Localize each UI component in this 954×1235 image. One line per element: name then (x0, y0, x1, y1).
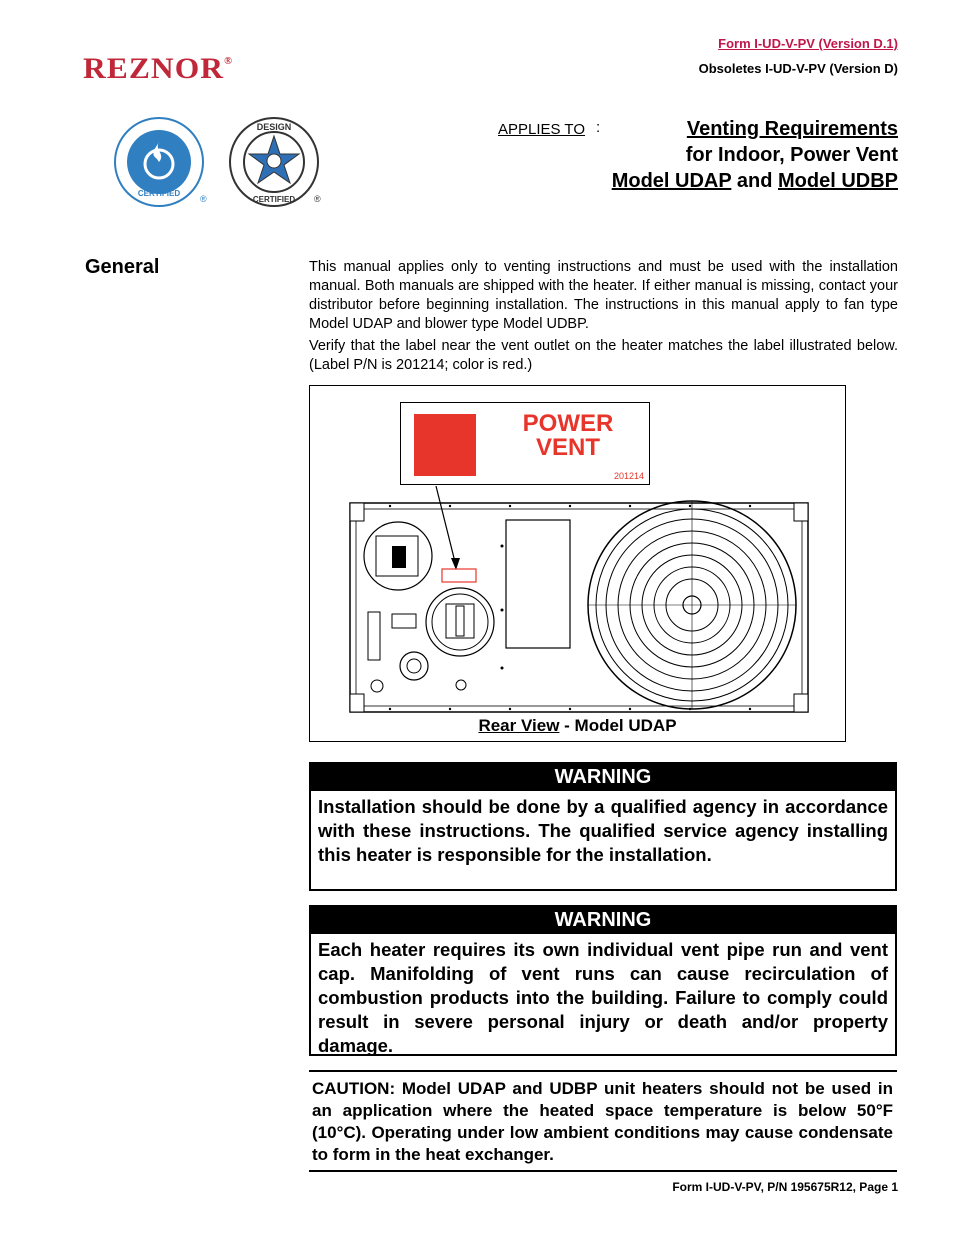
caution-box: CAUTION: Model UDAP and UDBP unit heaters should not be used in an application where the heated space temperature is below 50°F (10°C). Operating under low ambient conditions may cause condensate to form in the heat exchanger. (309, 1070, 897, 1172)
document-title (612, 116, 898, 194)
svg-text:CERTIFIED: CERTIFIED (252, 195, 296, 204)
page-footer: Form I-UD-V-PV, P/N 195675R12, Page 1 (672, 1180, 898, 1194)
rear-view-link[interactable]: Rear View (478, 716, 560, 735)
section-heading-general: General (85, 256, 160, 278)
warning-text: Each heater requires its own individual vent pipe run and vent cap. Manifolding of vent runs can cause recirculation of combustion products into the building. Failure to comply could result in severe personal injury or death and/or property damage. (318, 939, 888, 1056)
warning-box-1 (309, 762, 897, 891)
title-line2: for Indoor, Power Vent (685, 144, 898, 166)
leader-line (436, 486, 456, 566)
svg-text:DESIGN: DESIGN (256, 122, 292, 132)
reznor-logo: REZNOR® (83, 52, 233, 85)
label-part-number: 201214 (614, 471, 645, 481)
csa-certified-icon (114, 116, 210, 212)
svg-text:®: ® (314, 194, 321, 204)
figure-caption: Rear View - Model UDAP (478, 716, 677, 735)
svg-text:®: ® (200, 194, 207, 204)
power-vent-label-text: POWER VENT (522, 410, 614, 461)
title-and: and (731, 170, 778, 192)
applies-to-label: APPLIES TO (498, 121, 585, 138)
applies-to-colon: : (596, 119, 601, 136)
model-udap-link[interactable]: Model UDAP (611, 170, 732, 192)
warning-title: WARNING (311, 764, 895, 791)
access-panel (506, 520, 570, 648)
general-paragraph-1: This manual applies only to venting instructions and must be used with the installation manual. Both manuals are shipped with the heater. If either manual is missing, contact your distributor before beginning installation. The instructions in this manual apply to fan type Model UDAP and blower type Model UDBP. (309, 259, 898, 332)
title-line1[interactable]: Venting Requirements (686, 118, 898, 140)
general-paragraph-2: Verify that the label near the vent outlet on the heater matches the label illustrated below. (Label P/N is 201214; color is red.) (309, 338, 898, 373)
leader-arrowhead (451, 558, 460, 570)
obsoletes-note: Obsoletes I-UD-V-PV (Version D) (698, 61, 898, 76)
svg-text:CERTIFIED: CERTIFIED (137, 189, 181, 198)
warning-text: Installation should be done by a qualified agency in accordance with these instructions. The qualified service agency installing this heater is responsible for the installation. (318, 796, 888, 865)
general-body (309, 258, 898, 378)
model-udbp-link[interactable]: Model UDBP (778, 170, 898, 192)
warning-box-2 (309, 905, 897, 1056)
design-certified-star-icon (228, 116, 324, 212)
fan-guard (588, 501, 796, 709)
vent-outlet (426, 588, 494, 656)
warning-title: WARNING (311, 907, 895, 934)
cabinet-outline (350, 503, 808, 712)
heater-rear-view-drawing (310, 386, 845, 716)
label-location-marker (442, 569, 476, 582)
form-number-link[interactable]: Form I-UD-V-PV (Version D.1) (718, 36, 898, 51)
